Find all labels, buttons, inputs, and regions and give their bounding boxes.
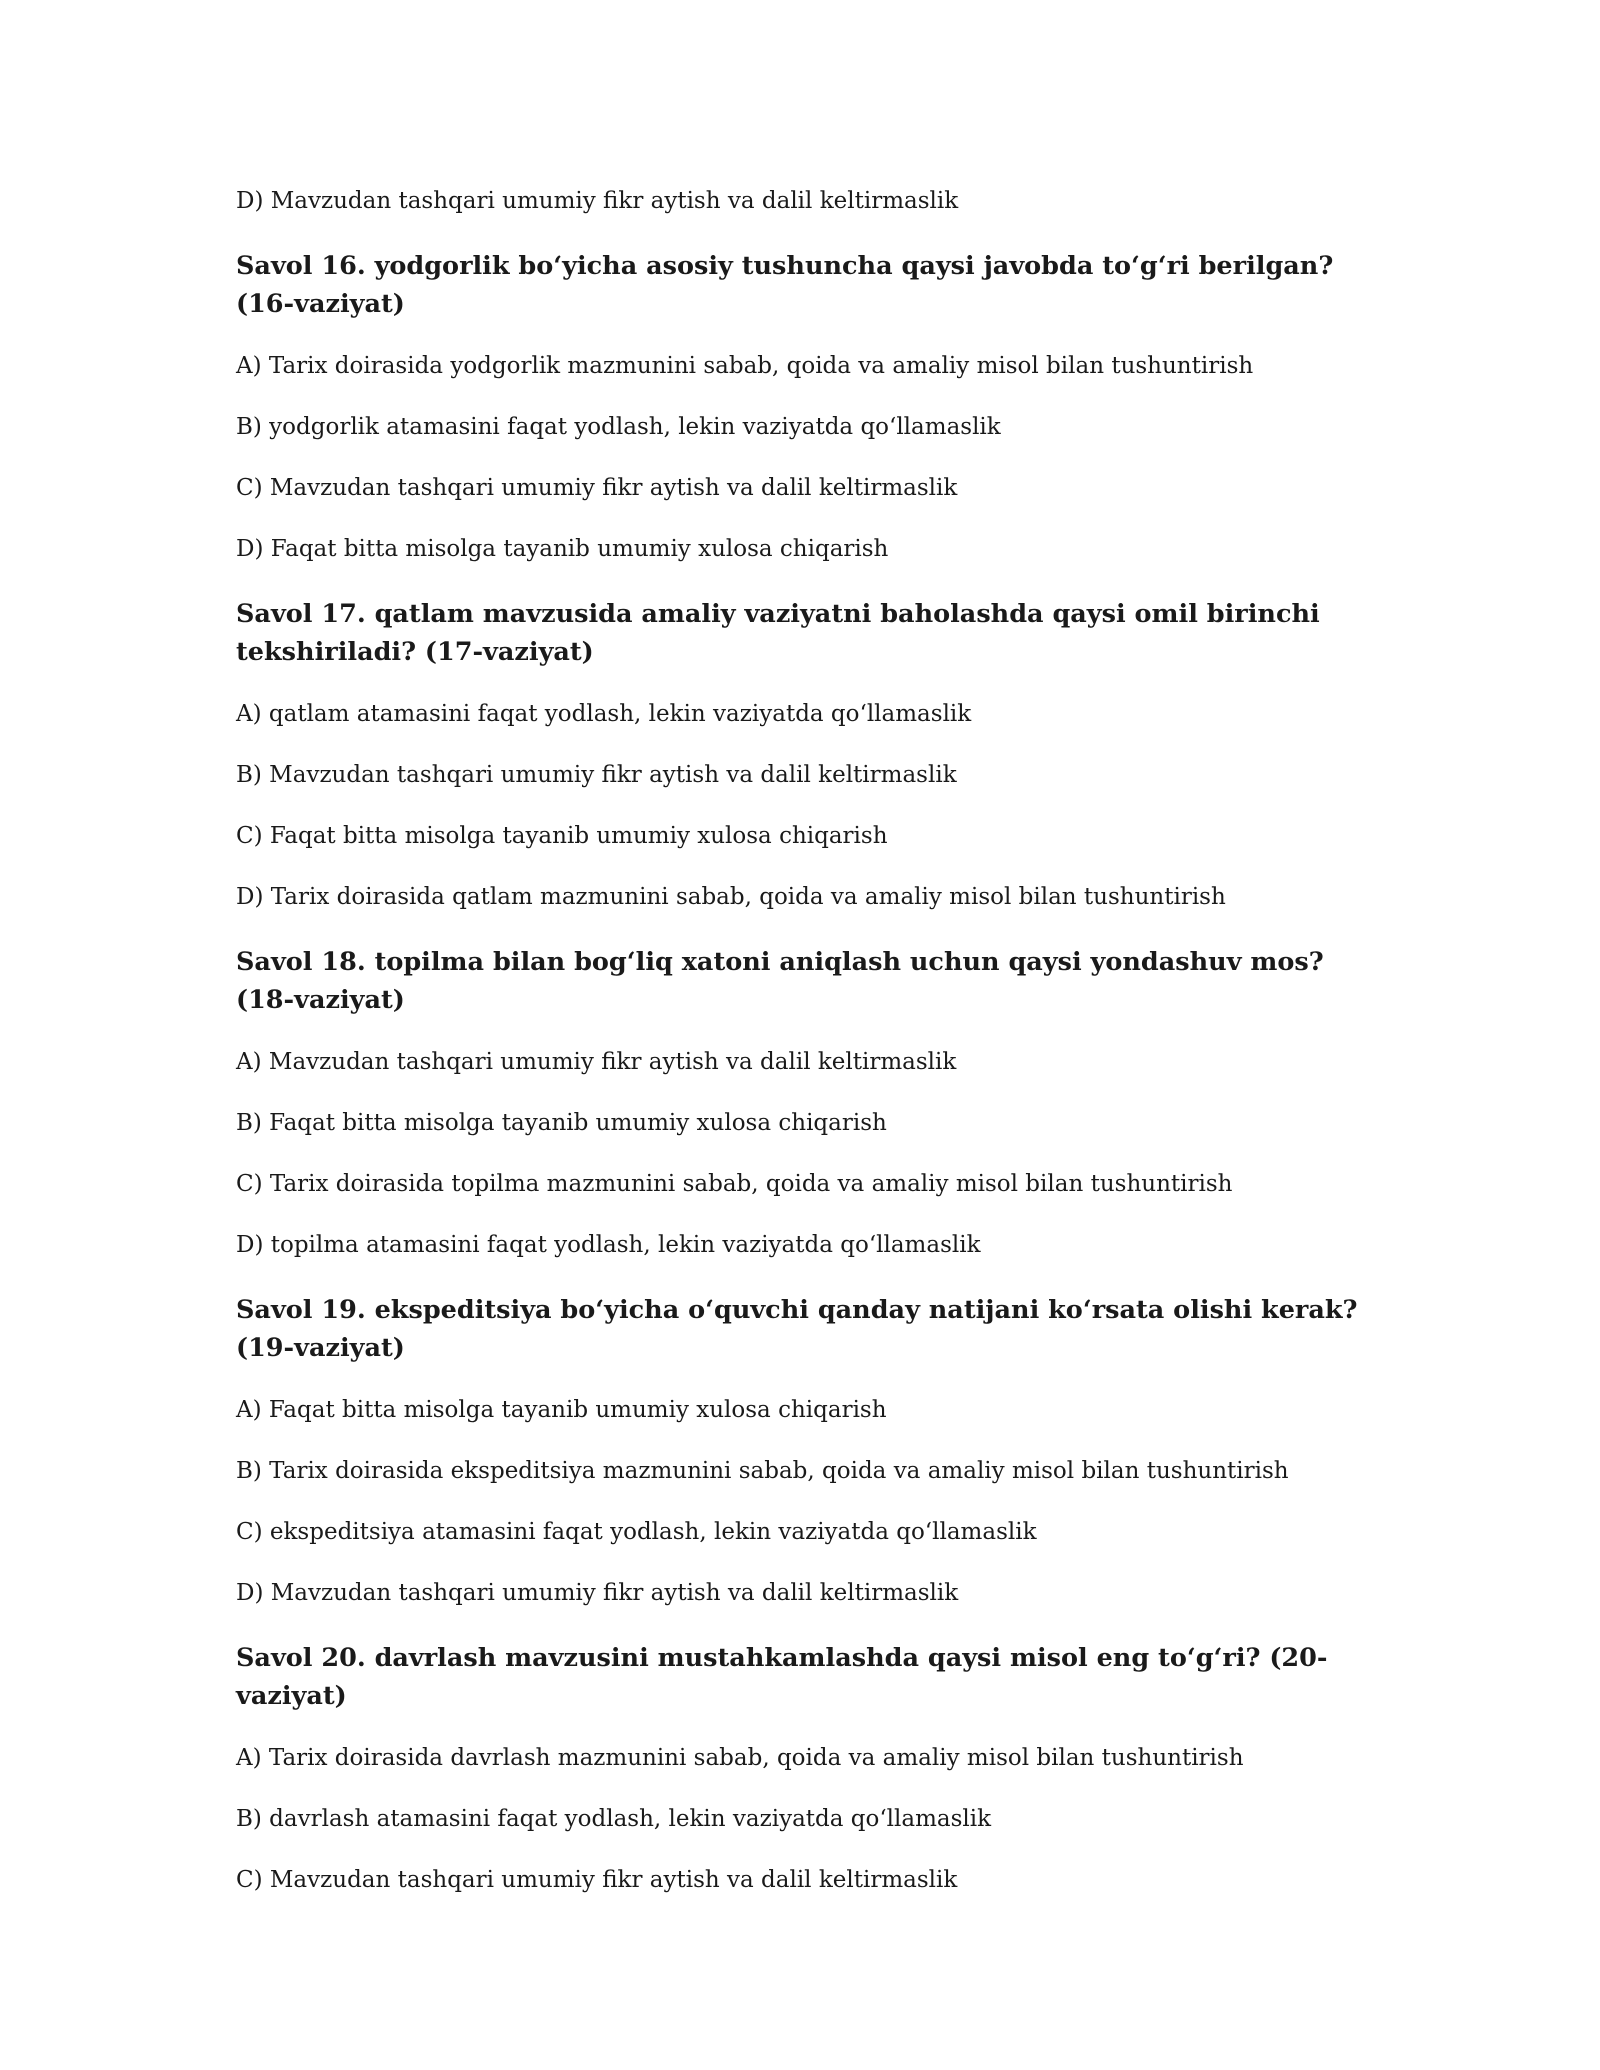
answer-option: A) qatlam atamasini faqat yodlash, lekin vaziyatda qo‘llamaslik [236, 701, 972, 727]
question-title: Savol 16. yodgorlik bo‘yicha asosiy tushuncha qaysi javobda to‘g‘ri berilgan? (16-vaziyat) [236, 251, 1334, 319]
question-title: Savol 18. topilma bilan bog‘liq xatoni aniqlash uchun qaysi yondashuv mos? (18-vaziyat) [236, 947, 1324, 1015]
answer-option: A) Mavzudan tashqari umumiy fikr aytish va dalil keltirmaslik [236, 1049, 957, 1075]
answer-option: C) Faqat bitta misolga tayanib umumiy xulosa chiqarish [236, 823, 888, 849]
answer-option: C) Mavzudan tashqari umumiy fikr aytish va dalil keltirmaslik [236, 475, 958, 501]
answer-option: A) Tarix doirasida yodgorlik mazmunini sabab, qoida va amaliy misol bilan tushuntirish [236, 353, 1254, 379]
answer-option: D) topilma atamasini faqat yodlash, lekin vaziyatda qo‘llamaslik [236, 1232, 981, 1258]
question-block [236, 1639, 1366, 1895]
question-block [236, 595, 1366, 912]
question-block [236, 943, 1366, 1260]
answer-option: B) Faqat bitta misolga tayanib umumiy xulosa chiqarish [236, 1110, 887, 1136]
answer-option: B) davrlash atamasini faqat yodlash, lekin vaziyatda qo‘llamaslik [236, 1806, 992, 1832]
answer-option: B) Mavzudan tashqari umumiy fikr aytish va dalil keltirmaslik [236, 762, 957, 788]
document-page [236, 186, 1366, 1926]
question-title: Savol 20. davrlash mavzusini mustahkamlashda qaysi misol eng to‘g‘ri? (20-vaziyat) [236, 1643, 1328, 1711]
question-title: Savol 19. ekspeditsiya bo‘yicha o‘quvchi qanday natijani ko‘rsata olishi kerak? (19-vaziyat) [236, 1295, 1358, 1363]
answer-option: D) Mavzudan tashqari umumiy fikr aytish va dalil keltirmaslik [236, 1580, 959, 1606]
question-title: Savol 17. qatlam mavzusida amaliy vaziyatni baholashda qaysi omil birinchi tekshiriladi? (17-vaziyat) [236, 599, 1320, 667]
answer-option: D) Tarix doirasida qatlam mazmunini sabab, qoida va amaliy misol bilan tushuntirish [236, 884, 1226, 910]
answer-option: D) Faqat bitta misolga tayanib umumiy xulosa chiqarish [236, 536, 889, 562]
answer-option: B) yodgorlik atamasini faqat yodlash, lekin vaziyatda qo‘llamaslik [236, 414, 1001, 440]
answer-option: C) Mavzudan tashqari umumiy fikr aytish va dalil keltirmaslik [236, 1867, 958, 1893]
question-block [236, 1291, 1366, 1608]
question-block [236, 247, 1366, 564]
answer-option: A) Tarix doirasida davrlash mazmunini sabab, qoida va amaliy misol bilan tushuntirish [236, 1745, 1244, 1771]
answer-option: B) Tarix doirasida ekspeditsiya mazmunini sabab, qoida va amaliy misol bilan tushuntirish [236, 1458, 1289, 1484]
answer-option: D) Mavzudan tashqari umumiy fikr aytish va dalil keltirmaslik [236, 188, 959, 214]
answer-option: A) Faqat bitta misolga tayanib umumiy xulosa chiqarish [236, 1397, 887, 1423]
answer-option: C) Tarix doirasida topilma mazmunini sabab, qoida va amaliy misol bilan tushuntirish [236, 1171, 1233, 1197]
answer-option: C) ekspeditsiya atamasini faqat yodlash, lekin vaziyatda qo‘llamaslik [236, 1519, 1037, 1545]
